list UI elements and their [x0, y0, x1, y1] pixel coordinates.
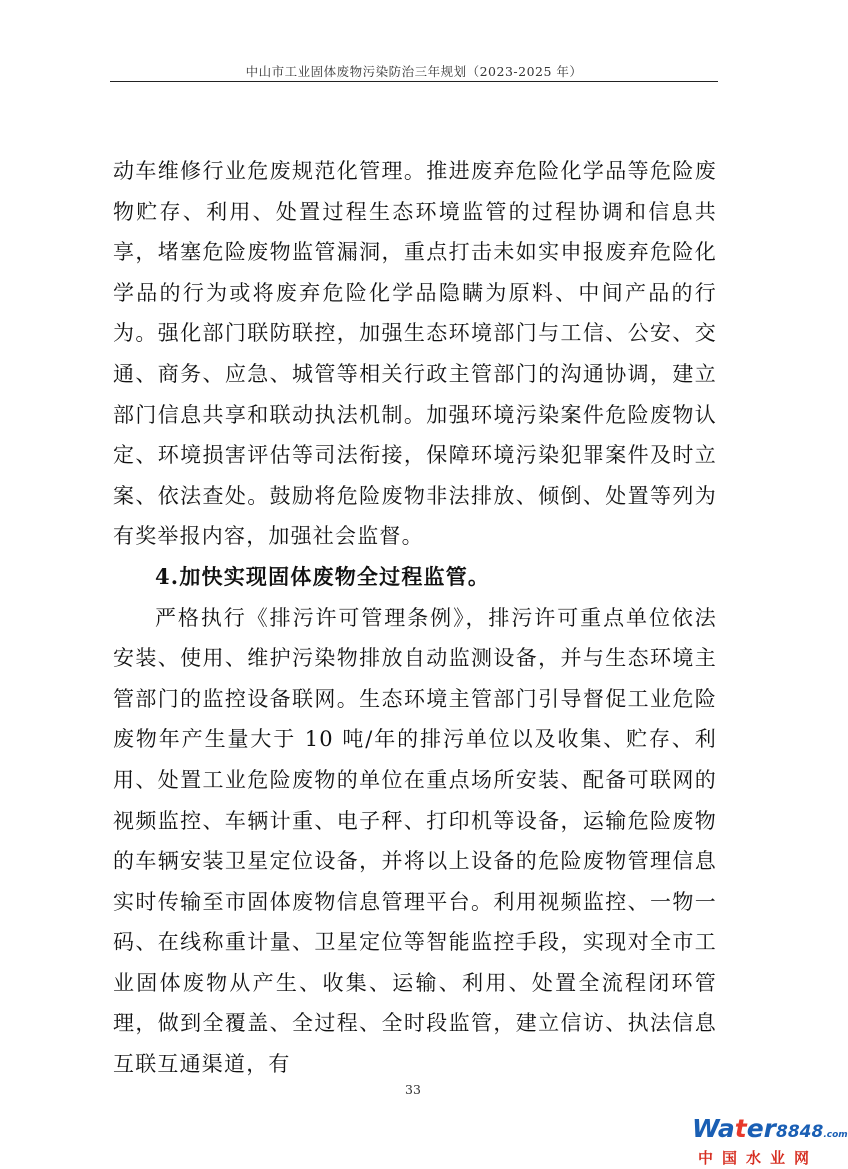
document-body	[113, 151, 717, 1085]
body-paragraph: 动车维修行业危废规范化管理。推进废弃危险化学品等危险废物贮存、利用、处置过程生态环境监管的过程协调和信息共享，堵塞危险废物监管漏洞，重点打击未如实申报废弃危险化学品的行为或将废弃危险化学品隐瞒为原料、中间产品的行为。强化部门联防联控，加强生态环境部门与工信、公安、交通、商务、应急、城管等相关行政主管部门的沟通协调，建立部门信息共享和联动执法机制。加强环境污染案件危险废物认定、环境损害评估等司法衔接，保障环境污染犯罪案件及时立案、依法查处。鼓励将危险废物非法排放、倾倒、处置等列为有奖举报内容，加强社会监督。	[113, 159, 717, 549]
section-heading: 4.加快实现固体废物全过程监管。	[155, 563, 491, 589]
body-paragraph: 严格执行《排污许可管理条例》，排污许可重点单位依法安装、使用、维护污染物排放自动监测设备，并与生态环境主管部门的监控设备联网。生态环境主管部门引导督促工业危险废物年产生量大于 10 吨/年的排污单位以及收集、贮存、利用、处置工业危险废物的单位在重点场所安装、配备可联网的视频监控、车辆计重、电子秤、打印机等设备，运输危险废物的车辆安装卫星定位设备，并将以上设备的危险废物管理信息实时传输至市固体废物信息管理平台。利用视频监控、一物一码、在线称重计量、卫星定位等智能监控手段，实现对全市工业固体废物从产生、收集、运输、利用、处置全流程闭环管理，做到全覆盖、全过程、全时段监管，建立信访、执法信息互联互通渠道，有	[113, 605, 717, 1077]
logo-text-prefix: Wa	[692, 1114, 735, 1143]
logo-domain: .com	[823, 1130, 848, 1140]
watermark-site-name: 中国水业网	[698, 1149, 819, 1167]
page-number: 33	[405, 1082, 421, 1097]
logo-text-drop: t	[734, 1114, 747, 1143]
logo-number: 8848	[776, 1122, 824, 1142]
watermark-logo	[692, 1114, 848, 1148]
site-watermark	[692, 1114, 848, 1167]
running-header: 中山市工业固体废物污染防治三年规划（2023-2025 年）	[245, 64, 583, 79]
header-divider	[110, 81, 718, 82]
logo-text-suffix: er	[746, 1114, 776, 1143]
